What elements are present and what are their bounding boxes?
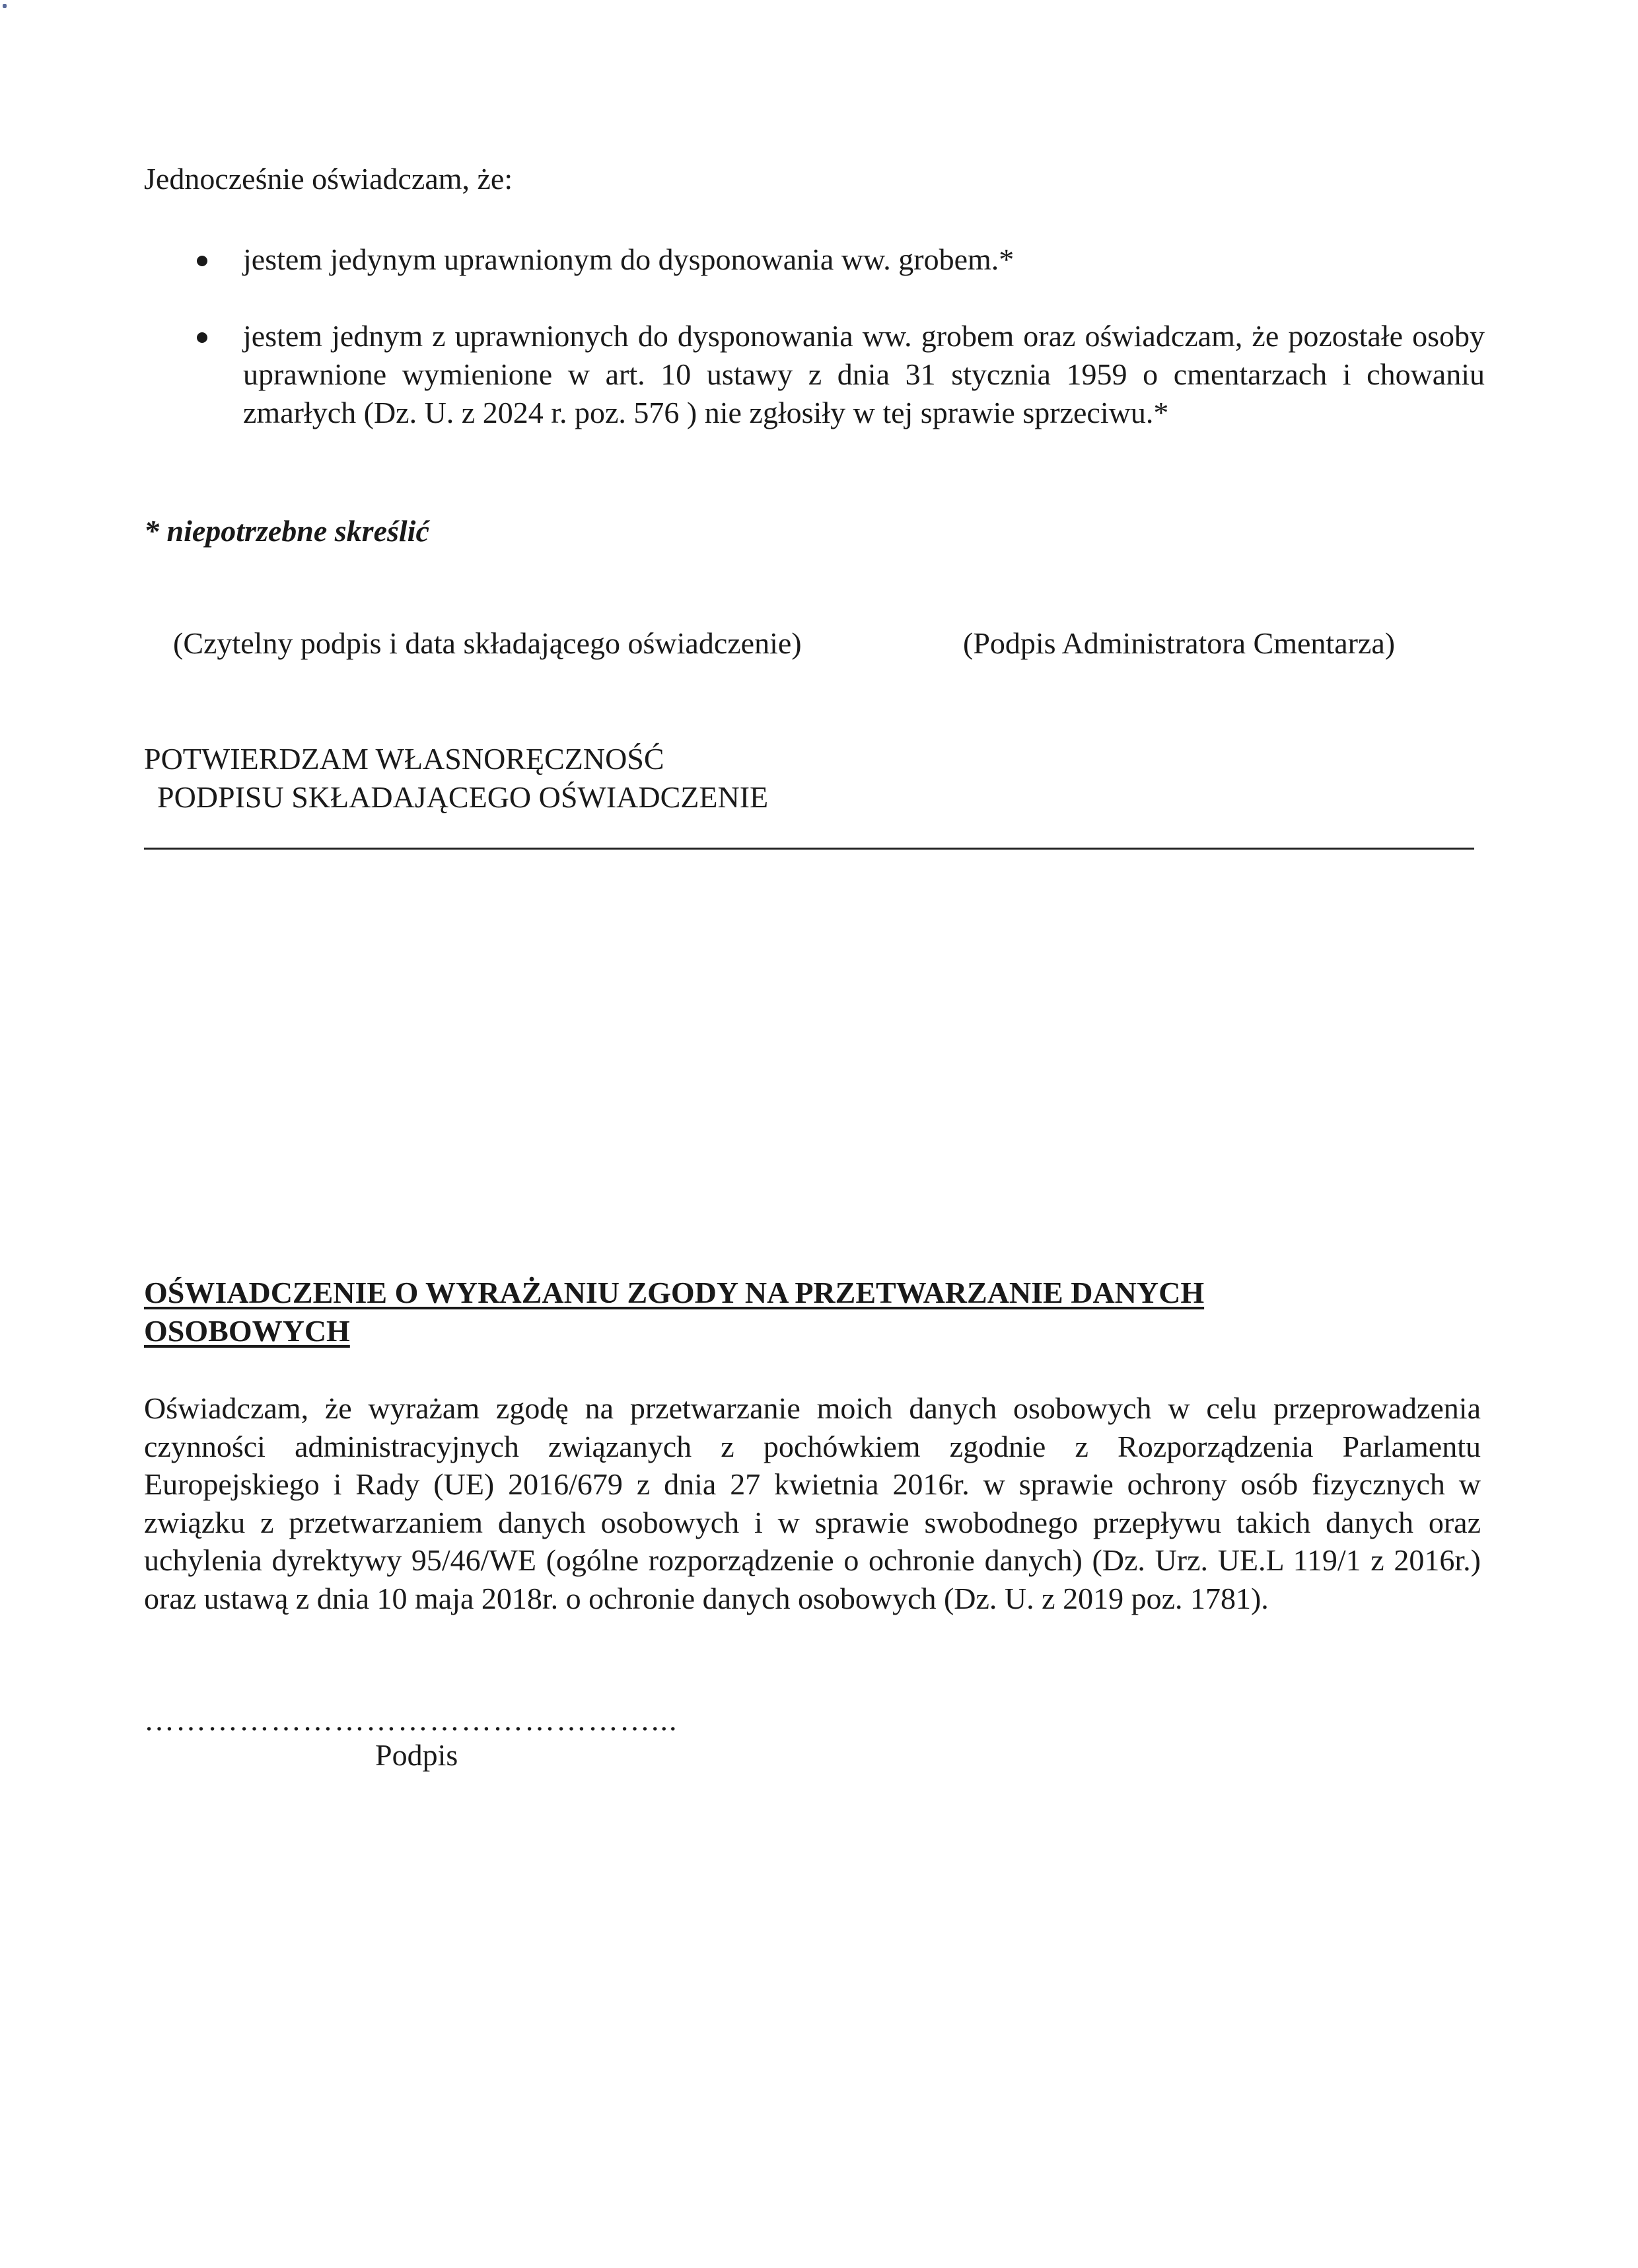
consent-heading: OŚWIADCZENIE O WYRAŻANIU ZGODY NA PRZETWARZANIE DANYCH OSOBOWYCH [144, 1276, 1205, 1348]
signature-dotted-line: …………………………………………... [144, 1703, 678, 1737]
signature-rule [144, 848, 1474, 850]
consent-body: Oświadczam, że wyrażam zgodę na przetwarzanie moich danych osobowych w celu przeprowadzenia czynności administracyjnych związanych z pochówkiem zgodnie z Rozporządzenia Parlamentu Europejskiego i Rady (UE) 2016/679 z dnia 27 kwietnia 2016r. w sprawie ochrony osób fizycznych w związku z przetwarzaniem danych osobowych i w sprawie swobodnego przepływu takich danych oraz uchylenia dyrektywy 95/46/WE (ogólne rozporządzenie o ochronie danych) (Dz. Urz. UE.L 119/1 z 2016r.) oraz ustawą z dnia 10 maja 2018r. o ochronie danych osobowych (Dz. U. z 2019 poz. 1781). [144, 1391, 1481, 1615]
option-one-of-entitled: jestem jednym z uprawnionych do dysponowania ww. grobem oraz oświadczam, że pozostałe osoby uprawnione wymienione w art. 10 ustawy z dnia 31 stycznia 1959 o cmentarzach i chowaniu zmarłych (Dz. U. z 2024 r. poz. 576 ) nie zgłosiły w tej sprawie sprzeciwu.* [243, 319, 1485, 429]
bullet-icon [197, 256, 207, 266]
bullet-icon [197, 332, 207, 343]
signature-label: Podpis [375, 1738, 458, 1772]
administrator-signature-caption: (Podpis Administratora Cmentarza) [963, 626, 1396, 660]
declarant-signature-caption: (Czytelny podpis i data składającego oświadczenie) [173, 626, 802, 660]
scan-speck [3, 4, 7, 8]
confirmation-line-2: PODPISU SKŁADAJĄCEGO OŚWIADCZENIE [157, 780, 769, 814]
intro-statement: Jednocześnie oświadczam, że: [144, 162, 513, 196]
confirmation-line-1: POTWIERDZAM WŁASNORĘCZNOŚĆ [144, 742, 664, 776]
footnote: * niepotrzebne skreślić [144, 514, 429, 548]
option-sole-entitled: jestem jedynym uprawnionym do dysponowania ww. grobem.* [243, 242, 1015, 276]
